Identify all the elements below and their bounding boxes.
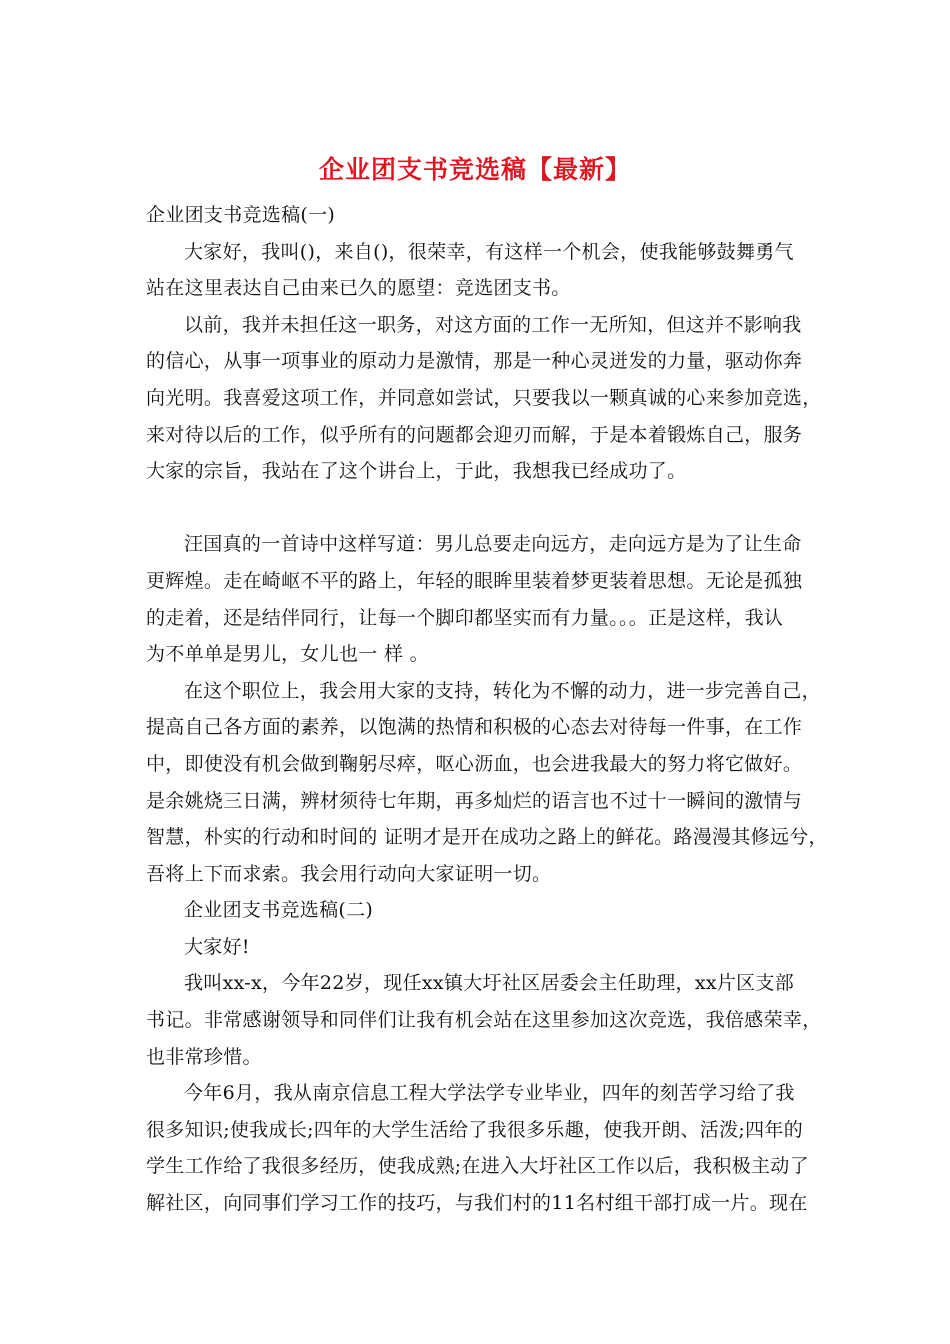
text-line: 的走着，还是结伴同行，让每一个脚印都坚实而有力量。。。正是这样，我认 [146,606,784,629]
text-line: 今年6月，我从南京信息工程大学法学专业毕业，四年的刻苦学习给了我 [184,1082,795,1105]
document-body [146,197,826,1222]
text-line: 提高自己各方面的素养，以饱满的热情和积极的心态去对待每一件事，在工作 [146,716,803,739]
blank-line [146,490,826,527]
text-line: 也非常珍惜。 [146,1045,262,1068]
text-line: 大家的宗旨，我站在了这个讲台上，于此，我想我已经成功了。 [146,460,687,483]
text-line: 学生工作给了我很多经历，使我成熟;在进入大圩社区工作以后，我积极主动了 [146,1155,809,1178]
text-line: 中，即使没有机会做到鞠躬尽瘁，呕心沥血，也会进我最大的努力将它做好。 [146,752,803,775]
text-line: 更辉煌。走在崎岖不平的路上，年轻的眼眸里装着梦更装着思想。无论是孤独 [146,569,803,592]
document-title: 企业团支书竞选稿【最新】 [318,155,631,184]
text-line: 大家好，我叫()，来自()，很荣幸，有这样一个机会，使我能够鼓舞勇气 [184,240,794,263]
text-line: 站在这里表达自己由来已久的愿望：竞选团支书。 [146,277,571,300]
text-line: 的信心，从事一项事业的原动力是激情，那是一种心灵迸发的力量，驱动你奔 [146,350,803,373]
text-line: 解社区，向同事们学习工作的技巧，与我们村的11名村组干部打成一片。现在 [146,1192,808,1215]
text-line: 企业团支书竞选稿(一) [146,204,336,226]
text-line: 大家好! [184,935,250,958]
text-line: 以前，我并未担任这一职务，对这方面的工作一无所知，但这并不影响我 [184,313,802,336]
text-line: 智慧，朴实的行动和时间的 证明才是开在成功之路上的鲜花。路漫漫其修远兮， [146,826,828,849]
text-line: 吾将上下而求索。我会用行动向大家证明一切。 [146,862,552,885]
text-line: 在这个职位上，我会用大家的支持，转化为不懈的动力，进一步完善自己， [184,679,821,702]
text-line: 向光明。我喜爱这项工作，并同意如尝试，只要我以一颗真诚的心来参加竞选， [146,386,822,409]
text-line: 我叫xx-x，今年22岁，现任xx镇大圩社区居委会主任助理，xx片区支部 [184,972,795,995]
text-line: 汪国真的一首诗中这样写道：男儿总要走向远方，走向远方是为了让生命 [184,533,802,556]
text-line: 为不单单是男儿，女儿也一 样 。 [146,643,429,666]
text-line: 来对待以后的工作，似乎所有的问题都会迎刃而解，于是本着锻炼自己，服务 [146,423,803,446]
text-line: 书记。非常感谢领导和同伴们让我有机会站在这里参加这次竞选，我倍感荣幸， [146,1009,822,1032]
text-line: 很多知识;使我成长;四年的大学生活给了我很多乐趣，使我开朗、活泼;四年的 [146,1118,804,1141]
text-line: 是余姚烧三日满，辨材须待七年期，再多灿烂的语言也不过十一瞬间的激情与 [146,789,803,812]
text-line: 企业团支书竞选稿(二) [184,899,374,922]
